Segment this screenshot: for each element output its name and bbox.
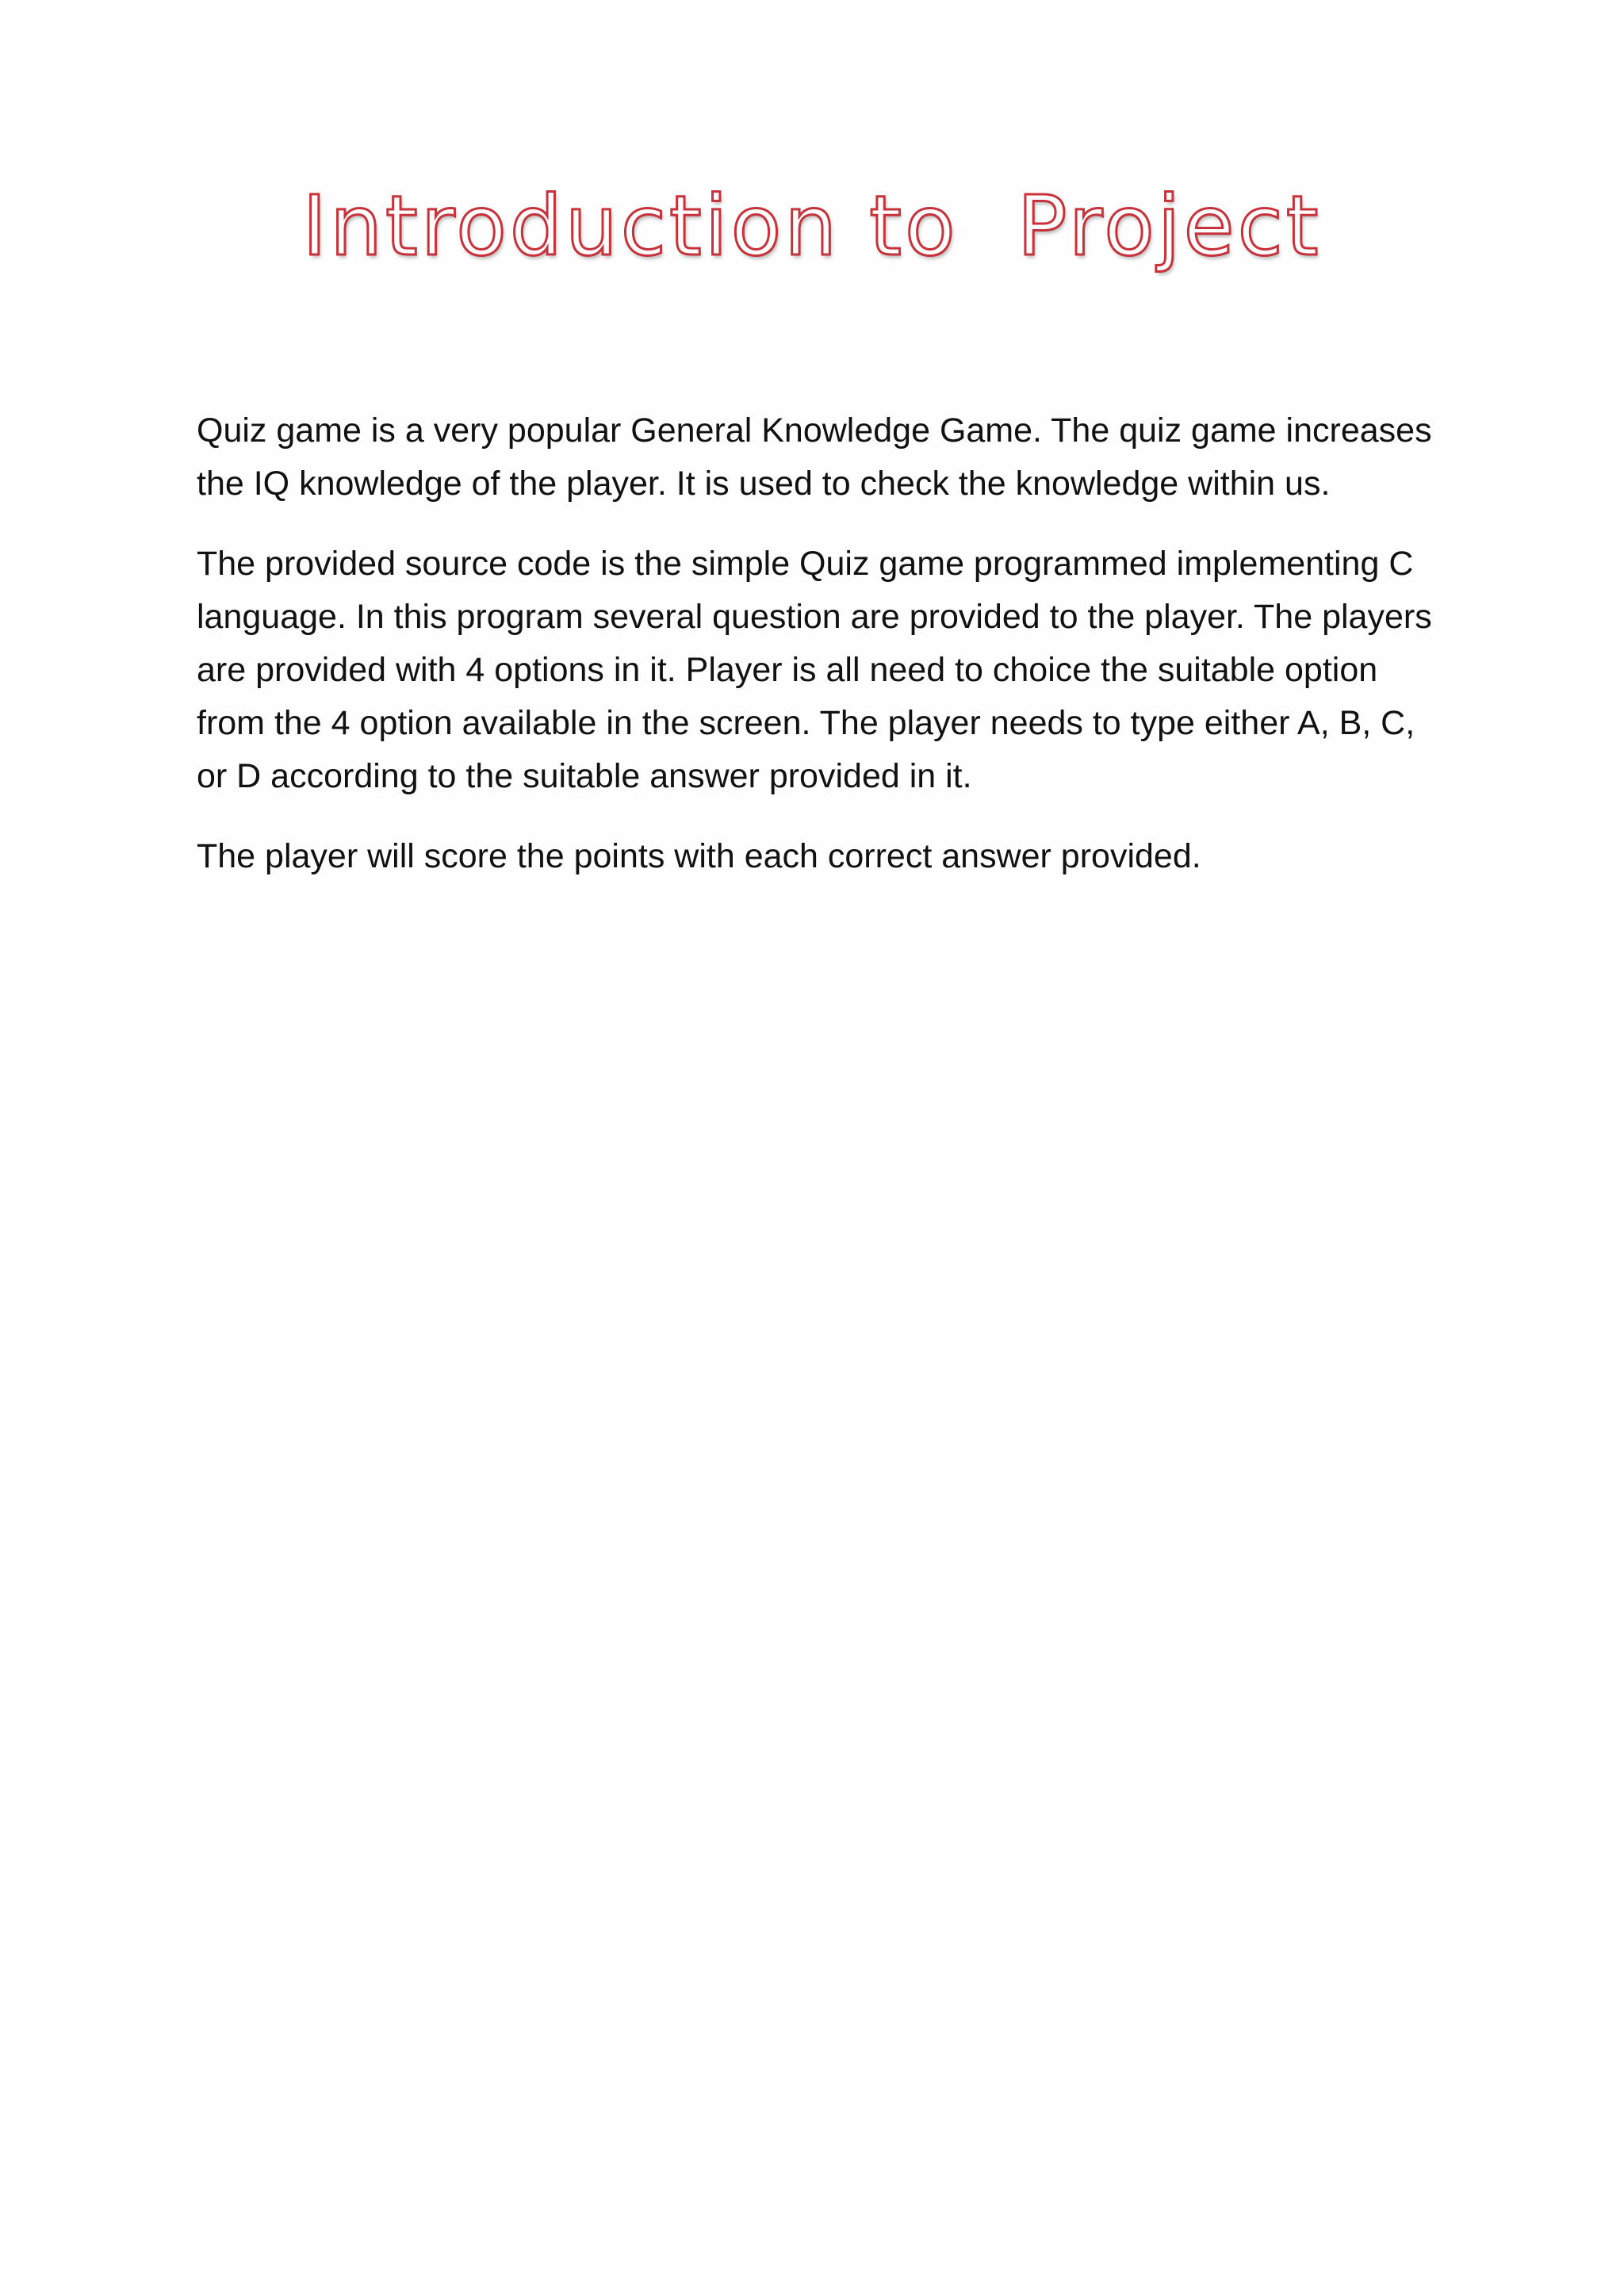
body-text	[197, 404, 1434, 910]
paragraph-intro: Quiz game is a very popular General Knowledge Game. The quiz game increases the IQ knowledge of the player. It is used to check the knowledge within us.	[197, 411, 1432, 503]
page-title: Introduction to Project	[302, 178, 1322, 274]
paragraph-scoring: The player will score the points with each correct answer provided.	[197, 837, 1201, 875]
paragraph-source-code: The provided source code is the simple Quiz game programmed implementing C language. In this program several question are provided to the player. The players are provided with 4 options in it. Player is all need to choice the suitable option from the 4 option available in the screen. The player needs to type either A, B, C, or D according to the suitable answer provided in it.	[197, 545, 1432, 795]
